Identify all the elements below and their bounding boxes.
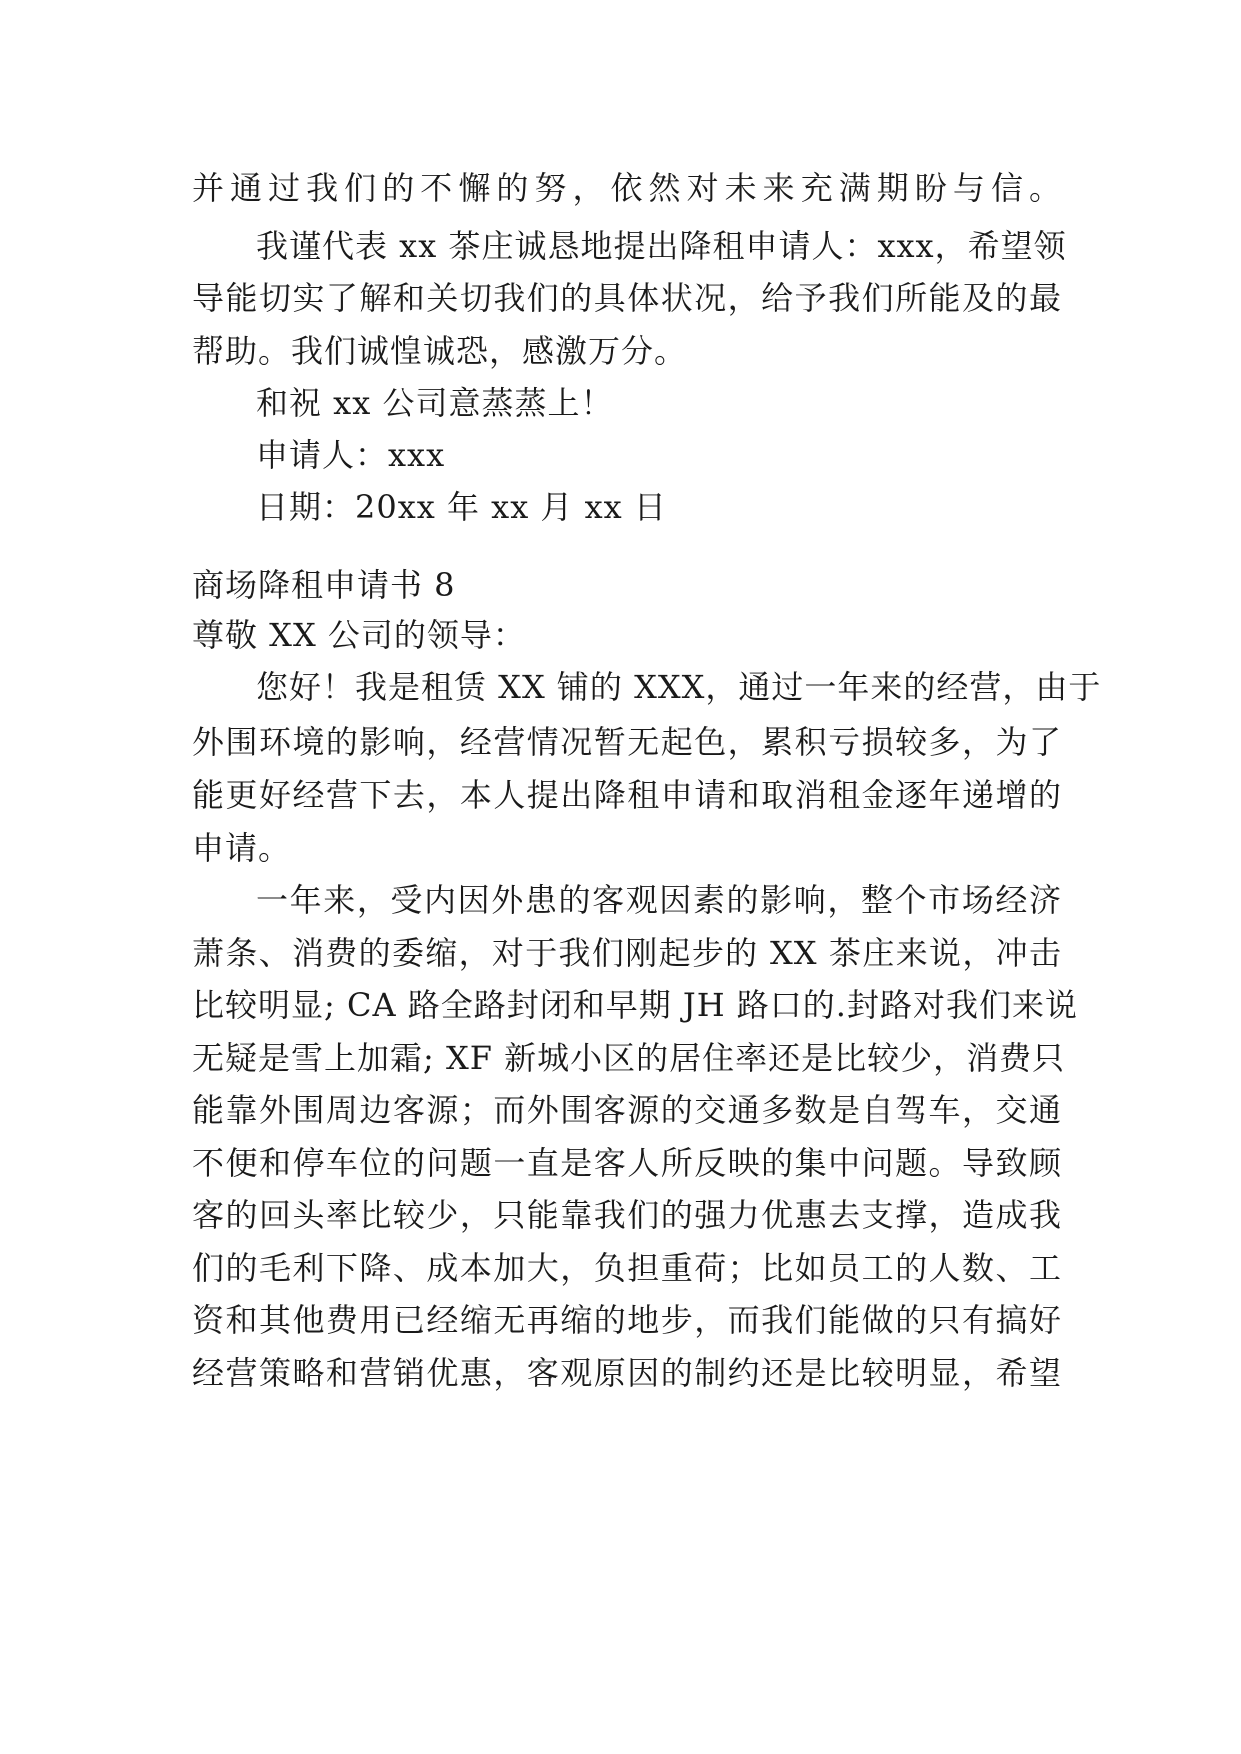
body-line: 导能切实了解和关切我们的具体状况，给予我们所能及的最 <box>192 279 1062 317</box>
body-line: 客的回头率比较少，只能靠我们的强力优惠去支撑，造成我 <box>192 1196 1062 1234</box>
body-line: 比较明显; CA 路全路封闭和早期 JH 路口的.封路对我们来说 <box>192 986 1078 1024</box>
closing-line: 和祝 xx 公司意蒸蒸上！ <box>256 384 614 422</box>
body-line: 外围环境的影响，经营情况暂无起色，累积亏损较多，为了 <box>192 723 1062 761</box>
date-line: 日期：20xx 年 xx 月 xx 日 <box>256 488 667 526</box>
body-line: 您好！我是租赁 XX 铺的 XXX，通过一年来的经营，由于 <box>256 668 1102 706</box>
section-title: 商场降租申请书 8 <box>192 566 456 604</box>
body-line: 能更好经营下去，本人提出降租申请和取消租金逐年递增的 <box>192 776 1062 814</box>
body-line: 能靠外围周边客源；而外围客源的交通多数是自驾车，交通 <box>192 1091 1062 1129</box>
body-line: 我谨代表 xx 茶庄诚恳地提出降租申请人：xxx，希望领 <box>256 227 1067 265</box>
body-line: 无疑是雪上加霜; XF 新城小区的居住率还是比较少，消费只 <box>192 1039 1066 1077</box>
body-line: 们的毛利下降、成本加大，负担重荷；比如员工的人数、工 <box>192 1249 1062 1287</box>
body-line: 申请。 <box>192 829 292 867</box>
body-line: 一年来，受内因外患的客观因素的影响，整个市场经济 <box>256 881 1062 919</box>
body-line: 并通过我们的不懈的努，依然对未来充满期盼与信。 <box>192 169 1062 207</box>
body-line: 萧条、消费的委缩，对于我们刚起步的 XX 茶庄来说，冲击 <box>192 934 1062 972</box>
body-line: 资和其他费用已经缩无再缩的地步，而我们能做的只有搞好 <box>192 1301 1062 1339</box>
body-line: 帮助。我们诚惶诚恐，感激万分。 <box>192 332 688 370</box>
salutation: 尊敬 XX 公司的领导： <box>192 616 526 654</box>
body-line: 经营策略和营销优惠，客观原因的制约还是比较明显，希望 <box>192 1354 1062 1392</box>
body-line: 不便和停车位的问题一直是客人所反映的集中问题。导致顾 <box>192 1144 1062 1182</box>
applicant-line: 申请人：xxx <box>256 436 446 474</box>
